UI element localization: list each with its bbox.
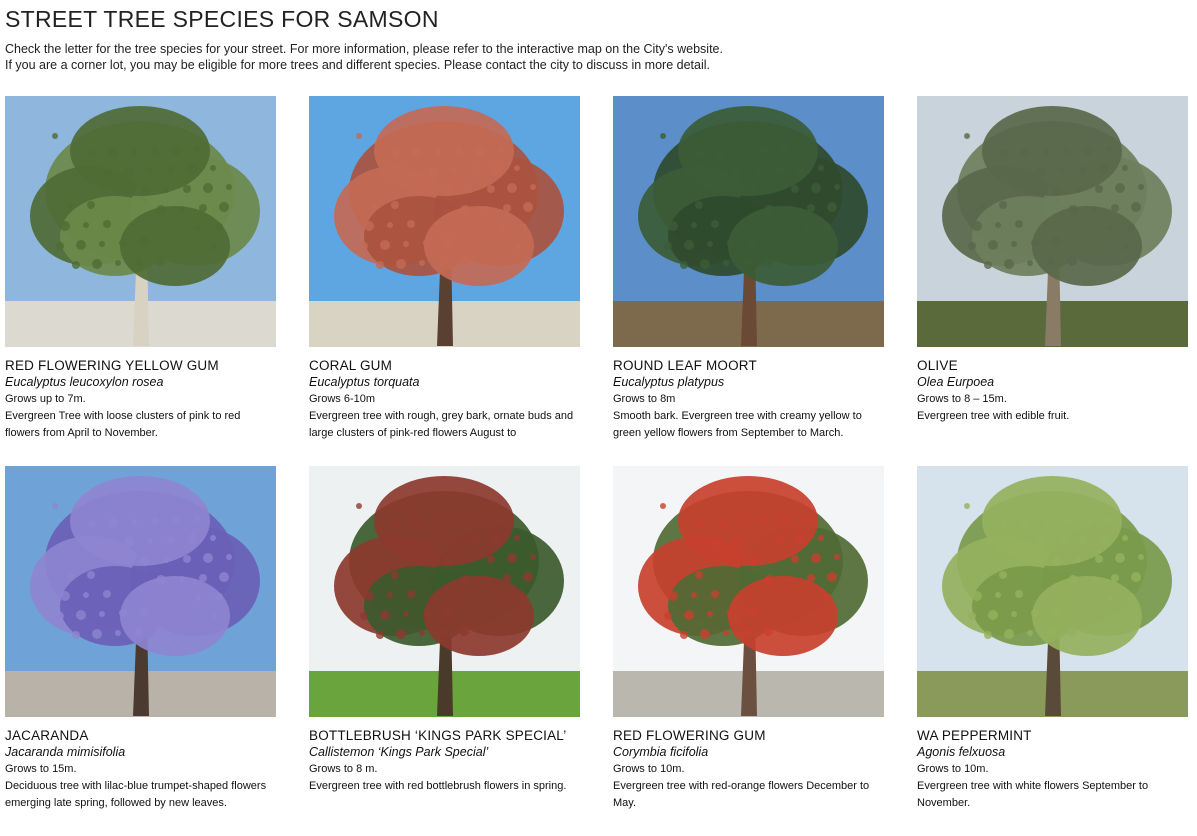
tree-card	[5, 466, 276, 836]
tree-card	[917, 466, 1188, 836]
tree-photo	[5, 96, 276, 347]
tree-name: BOTTLEBRUSH ‘KINGS PARK SPECIAL’	[309, 728, 567, 743]
tree-scientific-name: Corymbia ficifolia	[613, 745, 709, 759]
tree-photo	[917, 466, 1188, 717]
tree-card	[309, 96, 580, 466]
tree-growth: Grows to 8 – 15m.	[917, 393, 1007, 405]
tree-name: CORAL GUM	[309, 358, 393, 373]
tree-description: Smooth bark. Evergreen tree with creamy yellow to green yellow flowers from September to March.	[613, 410, 862, 439]
tree-name: RED FLOWERING YELLOW GUM	[5, 358, 219, 373]
tree-description: Evergreen Tree with loose clusters of pink to red flowers from April to November.	[5, 410, 241, 439]
tree-description: Evergreen tree with white flowers September to November.	[917, 780, 1149, 809]
tree-scientific-name: Callistemon ‘Kings Park Special’	[309, 745, 489, 759]
page-title: STREET TREE SPECIES FOR SAMSON	[5, 6, 439, 32]
tree-scientific-name: Agonis felxuosa	[917, 745, 1006, 759]
tree-growth: Grows 6-10m	[309, 393, 376, 405]
tree-scientific-name: Eucalyptus leucoxylon rosea	[5, 375, 164, 389]
tree-card	[613, 96, 884, 466]
tree-scientific-name: Eucalyptus torquata	[309, 375, 420, 389]
intro-line-2: If you are a corner lot, you may be eligible for more trees and different species. Please contact the city to discuss in more detail.	[5, 58, 710, 72]
tree-photo	[309, 466, 580, 717]
tree-card	[309, 466, 580, 836]
tree-card	[5, 96, 276, 466]
tree-name: JACARANDA	[5, 728, 89, 743]
intro-text	[5, 41, 723, 73]
tree-growth: Grows to 15m.	[5, 763, 77, 775]
tree-growth: Grows to 10m.	[613, 763, 685, 775]
tree-scientific-name: Olea Eurpoea	[917, 375, 995, 389]
tree-description: Evergreen tree with edible fruit.	[917, 410, 1070, 422]
tree-description: Evergreen tree with rough, grey bark, ornate buds and large clusters of pink-red flowers August to	[309, 410, 574, 439]
intro-line-1: Check the letter for the tree species for your street. For more information, please refer to the interactive map on the City's website.	[5, 42, 723, 56]
tree-growth: Grows to 8m	[613, 393, 676, 405]
tree-photo	[613, 466, 884, 717]
tree-name: WA PEPPERMINT	[917, 728, 1032, 743]
tree-name: OLIVE	[917, 358, 958, 373]
tree-name: RED FLOWERING GUM	[613, 728, 766, 743]
tree-name: ROUND LEAF MOORT	[613, 358, 757, 373]
tree-photo	[917, 96, 1188, 347]
tree-growth: Grows up to 7m.	[5, 393, 86, 405]
tree-scientific-name: Eucalyptus platypus	[613, 375, 725, 389]
tree-description: Evergreen tree with red-orange flowers December to May.	[613, 780, 870, 809]
tree-description: Evergreen tree with red bottlebrush flowers in spring.	[309, 780, 567, 792]
tree-card	[917, 96, 1188, 466]
tree-card	[613, 466, 884, 836]
tree-photo	[309, 96, 580, 347]
tree-scientific-name: Jacaranda mimisifolia	[5, 745, 126, 759]
tree-photo	[613, 96, 884, 347]
tree-grid	[5, 96, 1188, 836]
tree-growth: Grows to 10m.	[917, 763, 989, 775]
tree-description: Deciduous tree with lilac-blue trumpet-shaped flowers emerging late spring, followed by new leaves.	[5, 780, 267, 809]
tree-photo	[5, 466, 276, 717]
tree-growth: Grows to 8 m.	[309, 763, 378, 775]
